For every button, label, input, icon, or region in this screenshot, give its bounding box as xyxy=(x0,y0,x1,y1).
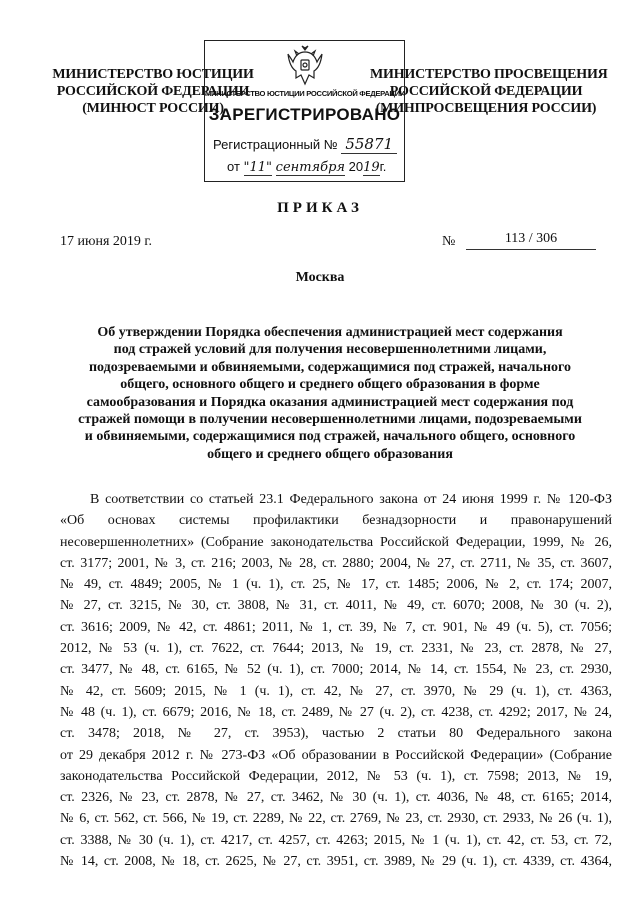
title-line: под стражей условий для получения несовершеннолетними лицами, xyxy=(113,342,547,358)
order-number-sign: № xyxy=(442,234,456,249)
body-line: от 29 декабря 2012 г. № 273-ФЗ «Об образовании в Российской Федерации» (Собрание xyxy=(60,747,612,763)
body-line: № 49, ст. 4849; 2005, № 1 (ч. 1), ст. 25, № 17, ст. 1485; 2006, № 2, ст. 174; 2007, xyxy=(60,577,612,593)
title-line: Об утверждении Порядка обеспечения администрацией мест содержания xyxy=(97,325,563,340)
body-line: несовершеннолетних» (Собрание законодательства Российской Федерации, 1999, № 26, xyxy=(60,534,612,550)
stamp-date-day: "11" xyxy=(243,160,273,175)
order-number: 113 / 306 xyxy=(466,231,596,250)
stamp-agency: МИНИСТЕРСТВО ЮСТИЦИИ РОССИЙСКОЙ ФЕДЕРАЦИИ xyxy=(205,89,405,98)
stamp-date xyxy=(227,159,386,175)
city: Москва xyxy=(295,270,345,285)
title-line: самообразования и Порядка оказания администрацией мест содержания под xyxy=(86,394,574,410)
coat-of-arms-icon xyxy=(287,44,323,88)
body-line: № 14, ст. 2008, № 18, ст. 2625, № 27, ст. 3951, ст. 3989, № 29 (ч. 1), ст. 4339, ст. 4364, xyxy=(60,854,612,870)
header-line: РОССИЙСКОЙ ФЕДЕРАЦИИ xyxy=(389,84,583,99)
body-line: № 27, ст. 3215, № 30, ст. 3808, № 31, ст. 4011, № 49, ст. 6070; 2008, № 30 (ч. 2), xyxy=(60,598,612,614)
body-line: В соответствии со статьей 23.1 Федерального закона от 24 июня 1999 г. № 120-ФЗ xyxy=(90,492,612,507)
title-line: общего, основного общего и среднего общего образования в форме xyxy=(120,377,540,393)
header-line: (МИНПРОСВЕЩЕНИЯ РОССИИ) xyxy=(375,101,597,116)
body-line: № 6, ст. 562, ст. 566, № 19, ст. 2289, № 22, ст. 2769, № 23, ст. 2930, ст. 2933, № 26 (ч. 1), xyxy=(60,811,612,827)
stamp-registration-number xyxy=(213,135,397,153)
body-line: ст. 3616; 2009, № 42, ст. 4861; 2011, № 1, ст. 39, № 7, ст. 901, № 49 (ч. 5), ст. 7056; xyxy=(60,619,612,635)
title-line: общего и среднего общего образования xyxy=(207,446,453,462)
body-line: 2012, № 53 (ч. 1), ст. 7622, ст. 7644; 2013, № 19, ст. 2331, № 23, ст. 2878, № 27, xyxy=(60,641,612,657)
body-line: ст. 3388, № 30 (ч. 1), ст. 4217, ст. 4257, ст. 4263; 2015, № 1 (ч. 1), ст. 42, ст. 53, ст. 72, xyxy=(60,832,612,848)
stamp-registered: ЗАРЕГИСТРИРОВАНО xyxy=(208,105,401,124)
header-line: МИНИСТЕРСТВО ЮСТИЦИИ xyxy=(52,67,254,82)
header-line: МИНИСТЕРСТВО ПРОСВЕЩЕНИЯ xyxy=(370,67,608,82)
body-line: ст. 3477, № 48, ст. 6165, № 52 (ч. 1), ст. 7000; 2014, № 14, ст. 1554, № 23, ст. 2930, xyxy=(60,662,612,678)
document-title xyxy=(40,324,620,463)
body-line: ст. 3177; 2001, № 3, ст. 216; 2003, № 28, ст. 2880; 2004, № 27, ст. 2711, № 35, ст. 3607, xyxy=(60,555,612,571)
body-line: ст. 2326, № 23, ст. 2878, № 27, ст. 3462, № 30 (ч. 1), ст. 4036, № 48, ст. 6165; 2014, xyxy=(60,790,612,806)
order-date: 17 июня 2019 г. xyxy=(60,234,153,249)
stamp-date-month: сентября xyxy=(275,160,346,175)
stamp-date-suffix: г. xyxy=(379,159,387,174)
order-title: ПРИКАЗ xyxy=(277,200,363,216)
stamp-reg-number: 55871 xyxy=(341,135,397,154)
stamp-reg-label: Регистрационный № xyxy=(213,137,338,152)
registration-stamp xyxy=(204,40,405,182)
title-line: стражей помощи в получении несовершеннолетними лицами, подозреваемыми xyxy=(78,412,582,428)
body-line: ст. 3478; 2018, № 27, ст. 3953), частью 2 статьи 80 Федерального закона xyxy=(60,726,612,742)
stamp-date-year: 19 xyxy=(363,160,380,175)
body-paragraph xyxy=(60,489,612,872)
body-line: № 48 (ч. 1), ст. 6679; 2016, № 18, ст. 2489, № 27 (ч. 2), ст. 4238, ст. 4292; 2017, № 24, xyxy=(60,704,612,720)
header-line: (МИНЮСТ РОССИИ) xyxy=(82,101,224,116)
body-line: законодательства Российской Федерации, 2012, № 53 (ч. 1), ст. 7598; 2013, № 19, xyxy=(60,768,612,784)
header-line: РОССИЙСКОЙ ФЕДЕРАЦИИ xyxy=(56,84,250,99)
body-line: № 42, ст. 5609; 2015, № 1 (ч. 1), ст. 42, № 27, ст. 3970, № 29 (ч. 1), ст. 4363, xyxy=(60,683,612,699)
stamp-date-prefix: от xyxy=(227,159,240,174)
title-line: подозреваемыми и обвиняемыми, содержащимися под стражей, начального xyxy=(88,359,572,375)
title-line: и обвиняемыми, содержащимися под стражей, начального общего, основного xyxy=(84,429,576,445)
body-line: «Об основах системы профилактики безнадзорности и правонарушений xyxy=(60,513,612,529)
stamp-date-year-prefix: 20 xyxy=(348,159,364,174)
